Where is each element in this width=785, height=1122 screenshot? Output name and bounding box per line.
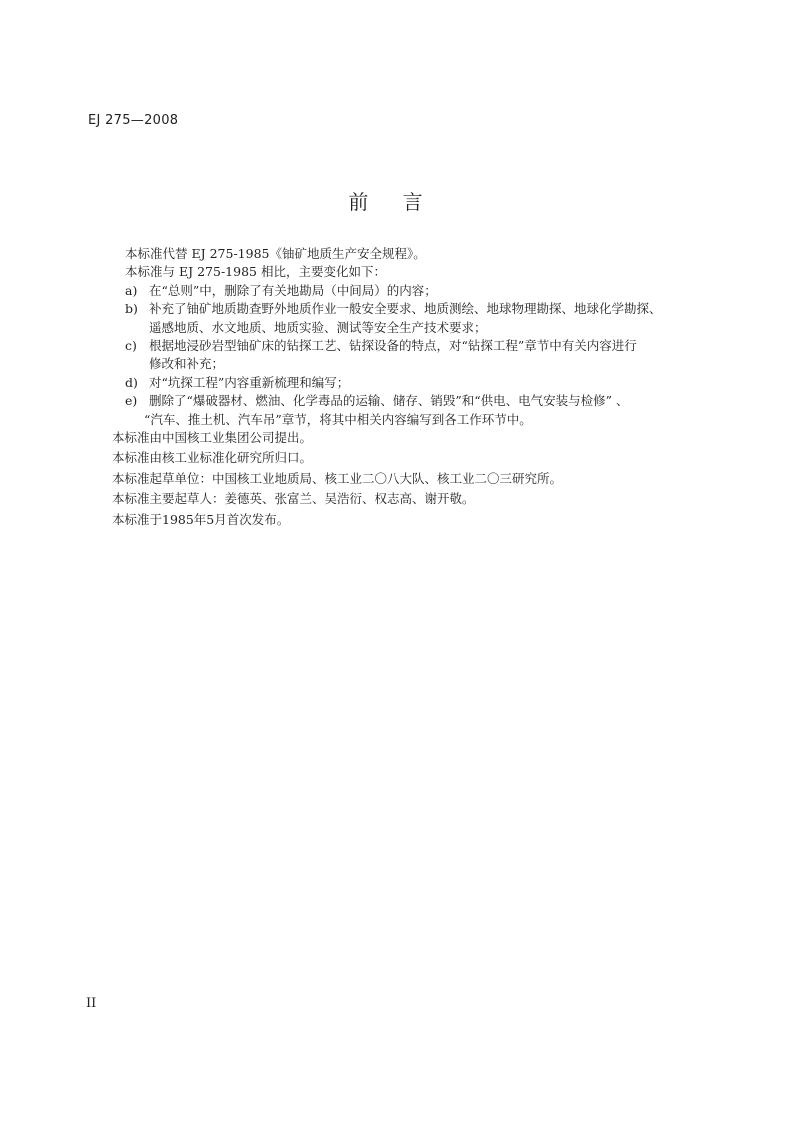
- list-item-text: [149, 282, 715, 300]
- list-line: 根据地浸砂岩型铀矿床的钻探工艺、钻探设备的特点，对“钻探工程”章节中有关内容进行: [149, 338, 637, 354]
- list-item-text: [149, 300, 715, 337]
- list-item-text: [149, 337, 715, 374]
- list-marker: d): [125, 374, 138, 390]
- paragraph-drafting-units: 本标准起草单位：中国核工业地质局、核工业二〇八大队、核工业二〇三研究所。: [112, 470, 563, 486]
- list-line: 补充了铀矿地质勘查野外地质作业一般安全要求、地质测绘、地球物理勘探、地球化学勘探、: [149, 301, 662, 317]
- list-item-b: [125, 300, 715, 337]
- list-line: 对“坑探工程”内容重新梳理和编写；: [149, 374, 350, 390]
- paragraph-replaces: 本标准代替 EJ 275-1985《铀矿地质生产安全规程》。: [125, 246, 426, 261]
- paragraph-drafters: 本标准主要起草人：姜德英、张富兰、吴浩衍、权志高、谢开敬。: [112, 491, 475, 507]
- document-code: EJ 275—2008: [88, 113, 179, 128]
- list-marker: c): [125, 338, 137, 354]
- list-item-text: [144, 392, 715, 429]
- page-number: II: [86, 996, 97, 1011]
- foreword-body: [112, 245, 715, 529]
- list-line: 遥感地质、水文地质、地质实验、测试等安全生产技术要求；: [149, 319, 487, 335]
- list-marker: e): [125, 393, 138, 409]
- list-marker: b): [125, 301, 138, 317]
- list-item-a: [125, 282, 715, 300]
- list-line: 在“总则”中，删除了有关地勘局（中间局）的内容；: [149, 282, 437, 298]
- list-line: 删除了“爆破器材、燃油、化学毒品的运输、储存、销毁”和“供电、电气安装与检修” 、: [149, 393, 629, 409]
- paragraph-proposed: 本标准由中国核工业集团公司提出。: [112, 430, 313, 446]
- list-item-c: [125, 337, 715, 374]
- page-title: 前 言: [348, 190, 437, 214]
- paragraph-first-published: 本标准于1985年5月首次发布。: [112, 511, 290, 527]
- list-line: 修改和补充；: [149, 356, 225, 372]
- list-marker: a): [125, 282, 138, 298]
- list-item-text: [149, 374, 715, 392]
- list-line: “汽车、推土机、汽车吊”章节，将其中相关内容编写到各工作环节中。: [144, 411, 532, 427]
- paragraph-centralized: 本标准由核工业标准化研究所归口。: [112, 450, 313, 466]
- list-item-e: [125, 392, 715, 429]
- paragraph-compare: 本标准与 EJ 275-1985 相比，主要变化如下：: [125, 264, 386, 280]
- list-item-d: [125, 374, 715, 392]
